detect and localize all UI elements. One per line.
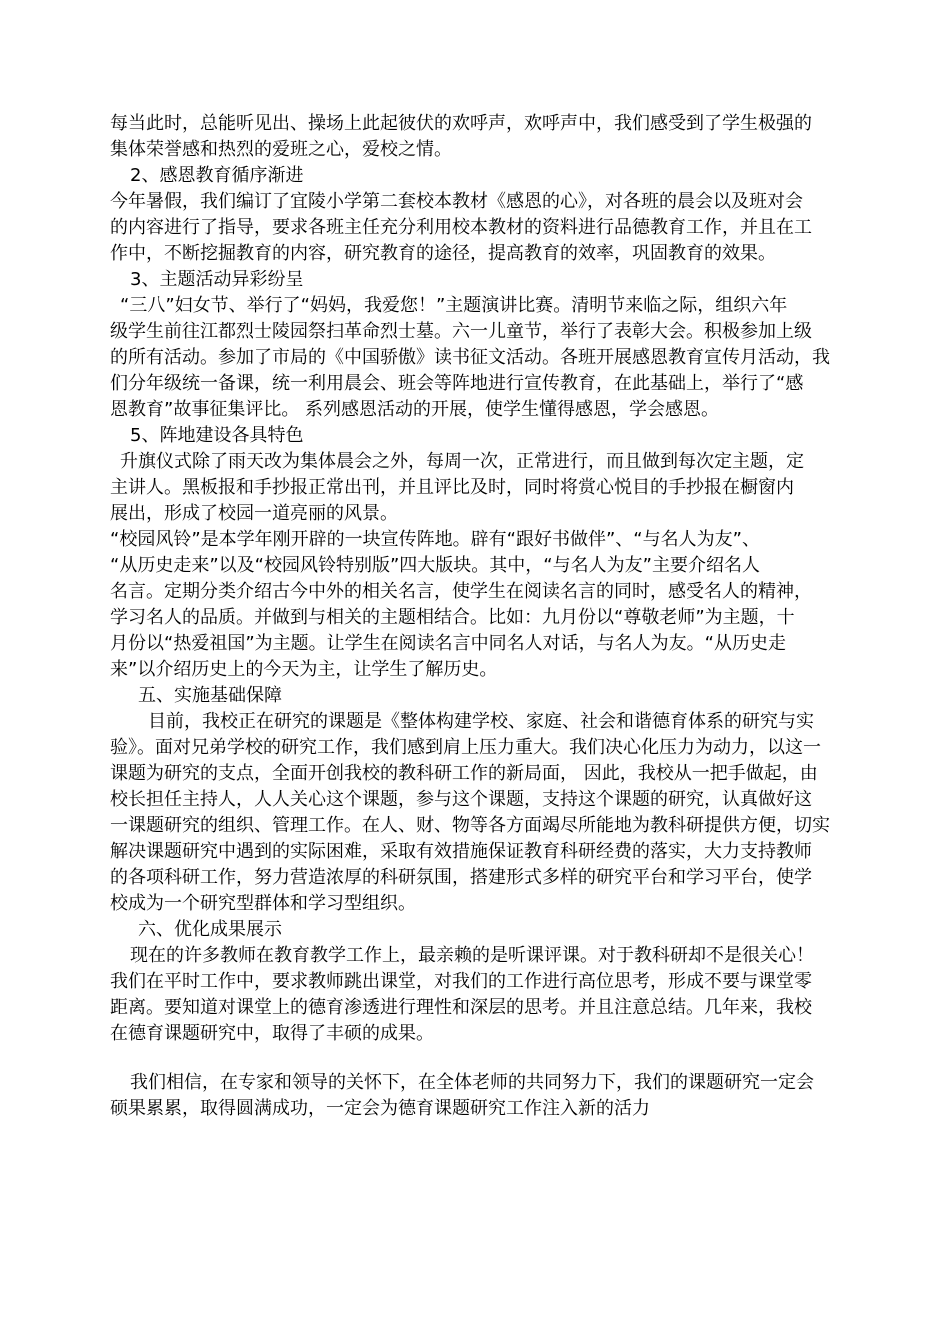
text-line: 集体荣誉感和热烈的爱班之心，爱校之情。 bbox=[110, 139, 452, 160]
text-line: 学习名人的品质。并做到与相关的主题相结合。比如：九月份以“尊敬老师”为主题，十 bbox=[110, 607, 795, 628]
text-line: 目前，我校正在研究的课题是《整体构建学校、家庭、社会和谐德育体系的研究与实 bbox=[148, 711, 814, 732]
text-line: 验》。面对兄弟学校的研究工作，我们感到肩上压力重大。我们决心化压力为动力，以这一 bbox=[110, 737, 821, 758]
section-heading: 五、实施基础保障 bbox=[138, 685, 282, 706]
text-line: “校园风铃”是本学年刚开辟的一块宣传阵地。辟有“跟好书做伴”、“与名人为友”、 bbox=[110, 529, 760, 550]
text-line: 每当此时，总能听见出、操场上此起彼伏的欢呼声，欢呼声中，我们感受到了学生极强的 bbox=[110, 113, 812, 134]
paragraph-spacer bbox=[110, 1047, 845, 1070]
text-line: 名言。定期分类介绍古今中外的相关名言，使学生在阅读名言的同时，感受名人的精神， bbox=[110, 581, 812, 602]
section-heading: 3、主题活动异彩纷呈 bbox=[130, 269, 304, 290]
section-heading: 2、感恩教育循序渐进 bbox=[130, 165, 304, 186]
section-heading: 5、阵地建设各具特色 bbox=[130, 425, 304, 446]
section-heading: 六、优化成果展示 bbox=[138, 919, 282, 940]
text-line: 我们在平时工作中，要求教师跳出课堂，对我们的工作进行高位思考，形成不要与课堂零 bbox=[110, 971, 812, 992]
text-line: 级学生前往江都烈士陵园祭扫革命烈士墓。六一儿童节，举行了表彰大会。积极参加上级 bbox=[110, 321, 812, 342]
text-line: “三八”妇女节、举行了“妈妈，我爱您！”主题演讲比赛。清明节来临之际，组织六年 bbox=[120, 295, 788, 316]
document-body bbox=[110, 111, 845, 1122]
text-line: 今年暑假，我们编订了宜陵小学第二套校本教材《感恩的心》，对各班的晨会以及班对会 bbox=[110, 191, 803, 212]
text-line: 一课题研究的组织、管理工作。在人、财、物等各方面竭尽所能地为教科研提供方便，切实 bbox=[110, 815, 830, 836]
text-line: 课题为研究的支点，全面开创我校的教科研工作的新局面， 因此，我校从一把手做起，由 bbox=[110, 763, 818, 784]
text-line: 月份以“热爱祖国”为主题。让学生在阅读名言中同名人对话，与名人为友。“从历史走 bbox=[110, 633, 786, 654]
text-line: 的所有活动。参加了市局的《中国骄傲》读书征文活动。各班开展感恩教育宣传月活动，我 bbox=[110, 347, 830, 368]
text-line: 在德育课题研究中，取得了丰硕的成果。 bbox=[110, 1023, 434, 1044]
text-line: 们分年级统一备课，统一利用晨会、班会等阵地进行宣传教育，在此基础上，举行了“感 bbox=[110, 373, 804, 394]
text-line: 解决课题研究中遇到的实际困难，采取有效措施保证教育科研经费的落实，大力支持教师 bbox=[110, 841, 812, 862]
text-line: 来”以介绍历史上的今天为主，让学生了解历史。 bbox=[110, 659, 498, 680]
text-line: 作中，不断挖掘教育的内容，研究教育的途径，提高教育的效率，巩固教育的效果。 bbox=[110, 243, 776, 264]
text-line: 升旗仪式除了雨天改为集体晨会之外，每周一次，正常进行，而且做到每次定主题，定 bbox=[120, 451, 804, 472]
text-line: 校成为一个研究型群体和学习型组织。 bbox=[110, 893, 416, 914]
text-line: “从历史走来”以及“校园风铃特别版”四大版块。其中，“与名人为友”主要介绍名人 bbox=[110, 555, 760, 576]
text-line: 的内容进行了指导，要求各班主任充分利用校本教材的资料进行品德教育工作，并且在工 bbox=[110, 217, 812, 238]
text-line: 我们相信，在专家和领导的关怀下，在全体老师的共同努力下，我们的课题研究一定会 bbox=[130, 1072, 814, 1093]
text-line: 恩教育”故事征集评比。 系列感恩活动的开展，使学生懂得感恩，学会感恩。 bbox=[110, 399, 720, 420]
text-line: 距离。要知道对课堂上的德育渗透进行理性和深层的思考。并且注意总结。几年来，我校 bbox=[110, 997, 812, 1018]
text-line: 校长担任主持人，人人关心这个课题，参与这个课题，支持这个课题的研究，认真做好这 bbox=[110, 789, 812, 810]
text-line: 主讲人。黑板报和手抄报正常出刊，并且评比及时，同时将赏心悦目的手抄报在橱窗内 bbox=[110, 477, 794, 498]
text-line: 现在的许多教师在教育教学工作上，最亲赖的是听课评课。对于教科研却不是很关心！ bbox=[130, 945, 814, 966]
text-line: 硕果累累，取得圆满成功，一定会为德育课题研究工作注入新的活力 bbox=[110, 1098, 650, 1119]
text-line: 展出，形成了校园一道亮丽的风景。 bbox=[110, 503, 398, 524]
text-line: 的各项科研工作，努力营造浓厚的科研氛围，搭建形式多样的研究平台和学习平台，使学 bbox=[110, 867, 812, 888]
